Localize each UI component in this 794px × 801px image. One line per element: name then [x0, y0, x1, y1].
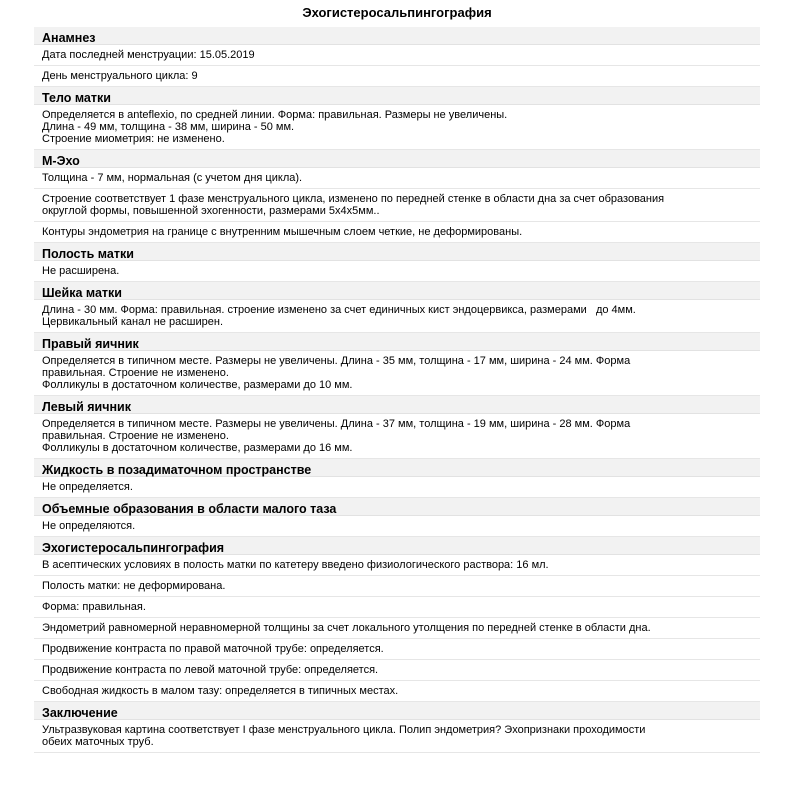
section-row — [34, 45, 760, 66]
row-line: День менструального цикла: 9 — [42, 70, 198, 82]
section-heading: Левый яичник — [34, 396, 760, 414]
row-line: Фолликулы в достаточном количестве, размерами до 10 мм. — [42, 379, 353, 391]
row-line: Определяется в типичном месте. Размеры не увеличены. Длина - 37 мм, толщина - 19 мм, ширина - 28 мм. Форма — [42, 418, 631, 430]
row-line: Дата последней менструации: 15.05.2019 — [42, 49, 255, 61]
row-line: правильная. Строение не изменено. — [42, 430, 229, 442]
report-body — [34, 27, 760, 753]
section-row — [34, 105, 760, 150]
row-line: Не определяются. — [42, 520, 136, 532]
section-row — [34, 477, 760, 498]
row-line: Не расширена. — [42, 265, 120, 277]
row-line: Контуры эндометрия на границе с внутренним мышечным слоем четкие, не деформированы. — [42, 226, 523, 238]
section-heading: Шейка матки — [34, 282, 760, 300]
row-line: Длина - 30 мм. Форма: правильная. строение изменено за счет единичных кист эндоцервикса, размерами до 4мм. — [42, 304, 636, 316]
section-row — [34, 516, 760, 537]
section-heading: Анамнез — [34, 27, 760, 45]
section-row — [34, 618, 760, 639]
section-row — [34, 168, 760, 189]
section-row — [34, 300, 760, 333]
row-line: Длина - 49 мм, толщина - 38 мм, ширина - 50 мм. — [42, 121, 295, 133]
row-line: Форма: правильная. — [42, 601, 146, 613]
section-row — [34, 681, 760, 702]
row-line: округлой формы, повышенной эхогенности, размерами 5х4х5мм.. — [42, 205, 380, 217]
section-row — [34, 66, 760, 87]
section-heading: Правый яичник — [34, 333, 760, 351]
section-row — [34, 720, 760, 753]
row-line: правильная. Строение не изменено. — [42, 367, 229, 379]
row-line: Толщина - 7 мм, нормальная (с учетом дня цикла). — [42, 172, 303, 184]
section-heading: Объемные образования в области малого таза — [34, 498, 760, 516]
row-line: Определяется в типичном месте. Размеры не увеличены. Длина - 35 мм, толщина - 17 мм, ширина - 24 мм. Форма — [42, 355, 631, 367]
row-line: Ультразвуковая картина соответствует I фазе менструального цикла. Полип эндометрия? Эхопризнаки проходимости — [42, 724, 646, 736]
section-row — [34, 576, 760, 597]
section-row — [34, 414, 760, 459]
row-line: Строение миометрия: не изменено. — [42, 133, 225, 145]
row-line: Не определяется. — [42, 481, 133, 493]
row-line: Фолликулы в достаточном количестве, размерами до 16 мм. — [42, 442, 353, 454]
section-heading: Полость матки — [34, 243, 760, 261]
section-row — [34, 660, 760, 681]
section-row — [34, 639, 760, 660]
row-line: Продвижение контраста по левой маточной трубе: определяется. — [42, 664, 379, 676]
report-title: Эхогистеросальпингография — [302, 5, 492, 20]
row-line: Определяется в anteflexio, по средней линии. Форма: правильная. Размеры не увеличены. — [42, 109, 508, 121]
section-heading: Эхогистеросальпингография — [34, 537, 760, 555]
section-row — [34, 222, 760, 243]
section-row — [34, 351, 760, 396]
section-row — [34, 597, 760, 618]
section-heading: М-Эхо — [34, 150, 760, 168]
section-row — [34, 261, 760, 282]
row-line: обеих маточных труб. — [42, 736, 154, 748]
row-line: Строение соответствует 1 фазе менструального цикла, изменено по передней стенке в области дна за счет образования — [42, 193, 665, 205]
row-line: Эндометрий равномерной неравномерной толщины за счет локального утолщения по передней стенке в области дна. — [42, 622, 651, 634]
section-heading: Тело матки — [34, 87, 760, 105]
row-line: Цервикальный канал не расширен. — [42, 316, 224, 328]
section-heading: Жидкость в позадиматочном пространстве — [34, 459, 760, 477]
section-row — [34, 555, 760, 576]
row-line: В асептических условиях в полость матки по катетеру введено физиологического раствора: 16 мл. — [42, 559, 549, 571]
row-line: Полость матки: не деформирована. — [42, 580, 226, 592]
row-line: Продвижение контраста по правой маточной трубе: определяется. — [42, 643, 384, 655]
row-line: Свободная жидкость в малом тазу: определяется в типичных местах. — [42, 685, 399, 697]
section-row — [34, 189, 760, 222]
section-heading: Заключение — [34, 702, 760, 720]
